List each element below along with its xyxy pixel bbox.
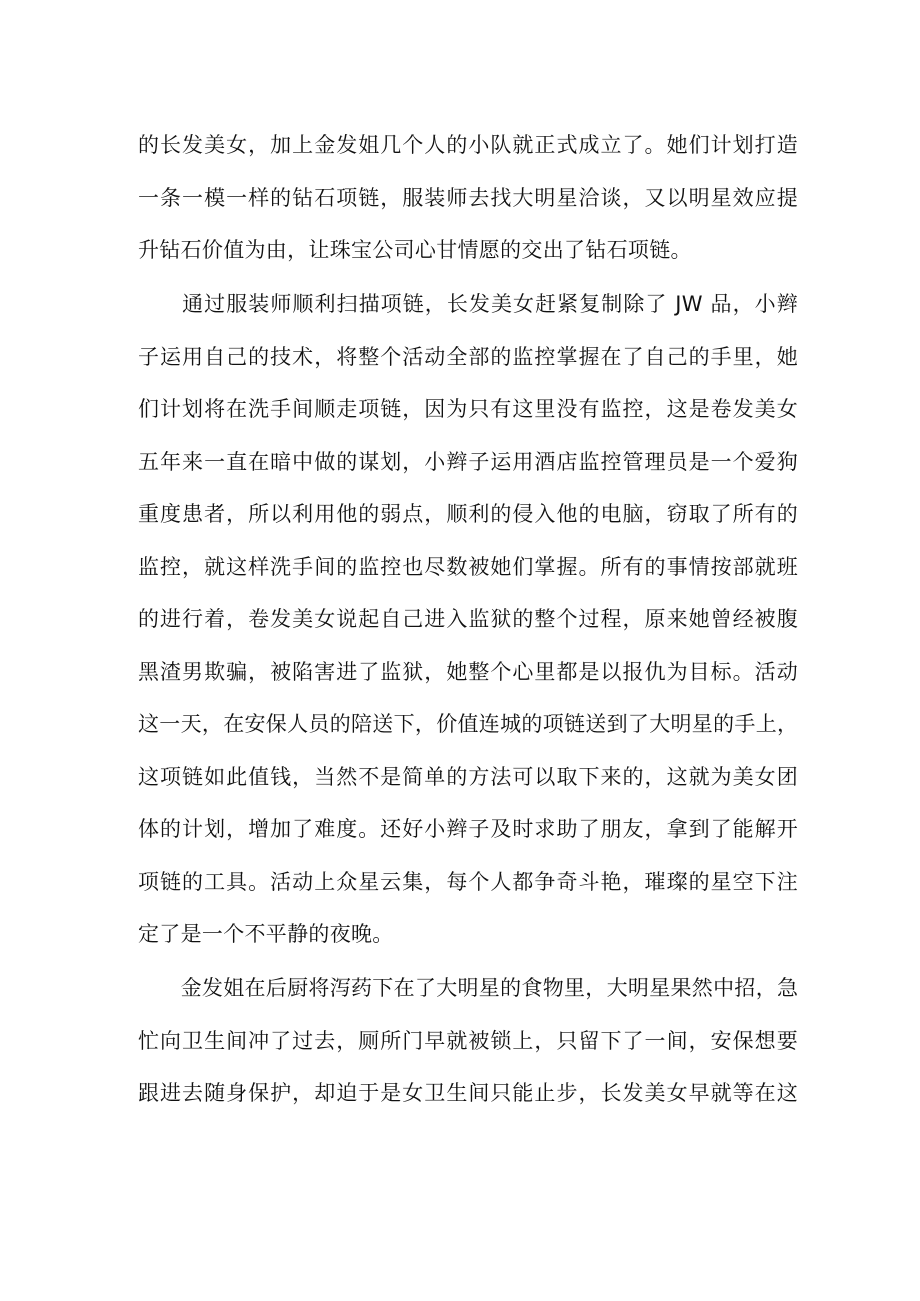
text-line: 通过服装师顺利扫描项链，长发美女赶紧复制除了 JW 品，小辫	[138, 292, 798, 316]
text-line: 跟进去随身保护，却迫于是女卫生间只能止步，长发美女早就等在这	[138, 1081, 798, 1105]
text-line: 这一天，在安保人员的陪送下，价值连城的项链送到了大明星的手上，	[138, 712, 799, 736]
text-line: 监控，就这样洗手间的监控也尽数被她们掌握。所有的事情按部就班	[138, 554, 798, 579]
text-line: 定了是一个不平静的夜晚。	[138, 922, 394, 946]
text-line: 项链的工具。活动上众星云集，每个人都争奇斗艳，璀璨的星空下注	[138, 869, 798, 894]
text-line: 金发姐在后厨将泻药下在了大明星的食物里，大明星果然中招，急	[138, 976, 799, 1000]
text-line: 体的计划，增加了难度。还好小辫子及时求助了朋友，拿到了能解开	[138, 817, 798, 841]
text-line: 子运用自己的技术，将整个活动全部的监控掌握在了自己的手里，她	[138, 344, 798, 369]
text-line: 的进行着，卷发美女说起自己进入监狱的整个过程，原来她曾经被腹	[138, 607, 798, 631]
text-line: 黑渣男欺骗，被陷害进了监狱，她整个心里都是以报仇为目标。活动	[138, 659, 798, 684]
text-line: 重度患者，所以利用他的弱点，顺利的侵入他的电脑，窃取了所有的	[138, 502, 798, 526]
text-line: 升钻石价值为由，让珠宝公司心甘情愿的交出了钻石项链。	[138, 238, 692, 262]
text-line: 这项链如此值钱，当然不是简单的方法可以取下来的，这就为美女团	[138, 764, 798, 789]
text-line: 们计划将在洗手间顺走项链，因为只有这里没有监控，这是卷发美女	[138, 397, 798, 421]
text-line: 五年来一直在暗中做的谋划，小辫子运用酒店监控管理员是一个爱狗	[138, 449, 798, 474]
body-text	[138, 123, 798, 1124]
text-line: 忙向卫生间冲了过去，厕所门早就被锁上，只留下了一间，安保想要	[138, 1028, 798, 1053]
text-line: 的长发美女，加上金发姐几个人的小队就正式成立了。她们计划打造	[138, 133, 798, 157]
text-line: 一条一模一样的钻石项链，服装师去找大明星洽谈，又以明星效应提	[138, 185, 798, 210]
